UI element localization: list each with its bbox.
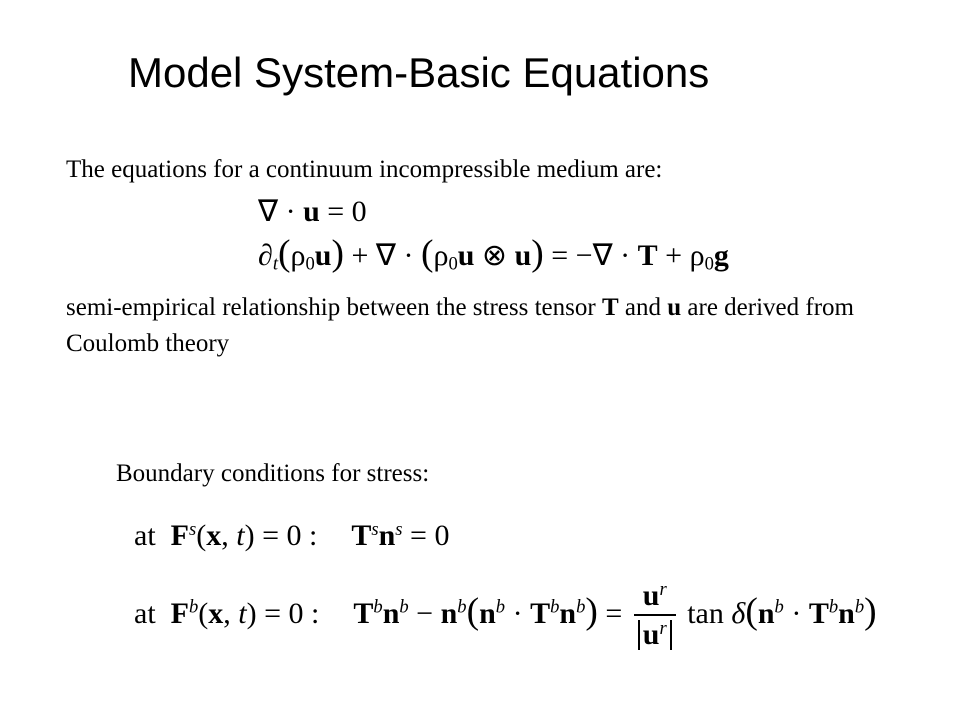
- momentum-equation: $\partial_t(\rho_0u)$ + ∇ · ($\rho_0u$ ⊗ u) = −∇ · $T + \rho_0g$: [258, 233, 729, 275]
- boundary-conditions-label: Boundary conditions for stress:: [116, 460, 430, 487]
- bottom-boundary-condition: at $F^b(x$, t) = 0 : $T^bn^b - n^b(n^b \cdot T^bn^b)$ = $\frac{u^r}{u^r}$ $\tan \delta(n^b \cdot T^bn^b)$: [134, 578, 877, 654]
- relation-text: semi-empirical relationship between the stress tensor T and u are derived from Coulomb theory: [66, 294, 854, 357]
- intro-text: The equations for a continuum incompressible medium are:: [66, 156, 663, 183]
- velocity-direction-fraction: $\frac{u^r}{u^r}$: [634, 578, 676, 654]
- surface-boundary-condition: at $F^s(x$, t) = 0 : $T^sn^s = 0$: [134, 518, 450, 552]
- continuity-equation: ∇ · u = 0: [258, 195, 367, 228]
- slide-title: Model System-Basic Equations: [128, 49, 710, 96]
